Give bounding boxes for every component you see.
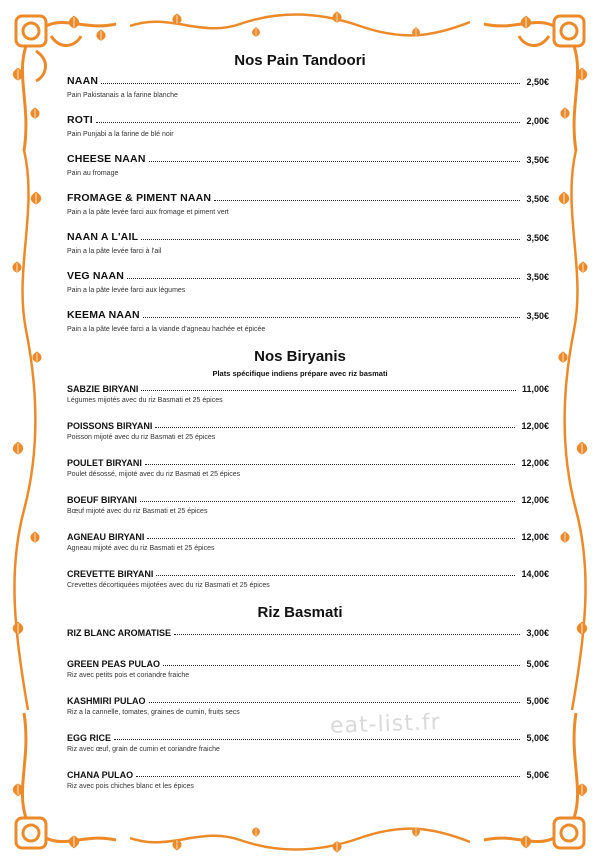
menu-item [67,458,549,478]
dot-leader [141,389,516,391]
menu-item [67,733,549,753]
menu-item [67,231,549,255]
dot-leader [114,738,520,740]
item-description: Pain Pakistanais a la farine blanche [67,92,178,99]
item-name: CHEESE NAAN [67,153,146,165]
watermark: eat-list.fr [329,710,442,739]
item-price: 12,00€ [521,421,549,431]
item-name: NAAN [67,75,99,87]
section-title-riz: Riz Basmati [257,604,343,621]
item-name: KASHMIRI PULAO [67,696,146,706]
item-description: Pain au fromage [67,170,119,177]
dot-leader [214,199,520,201]
item-price: 3,50€ [526,233,549,243]
item-price: 12,00€ [521,495,549,505]
item-name: GREEN PEAS PULAO [67,659,161,669]
item-description: Pain a la pâte levée farci à l'ail [67,248,162,255]
menu-item [67,114,549,138]
item-price: 3,50€ [526,272,549,282]
menu-item [67,192,549,216]
item-name: AGNEAU BIRYANI [67,532,145,542]
section-title-biryanis: Nos Biryanis [254,348,346,365]
item-name: RIZ BLANC AROMATISE [67,628,171,638]
menu-item [67,421,549,441]
item-description: Poisson mijoté avec du riz Basmati et 25 épices [67,434,216,441]
item-description: Pain a la pâte levée farci a la viande d'agneau hachée et épicée [67,326,266,333]
item-description: Agneau mijoté avec du riz Basmati et 25 épices [67,545,215,552]
item-price: 3,50€ [526,311,549,321]
item-name: BOEUF BIRYANI [67,495,137,505]
item-name: ROTI [67,114,93,126]
menu-item [67,153,549,177]
item-price: 5,00€ [526,696,549,706]
item-name: CREVETTE BIRYANI [67,569,154,579]
item-description: Riz a la cannelle, tomates, graines de cumin, fruits secs [67,709,240,716]
item-name: POULET BIRYANI [67,458,142,468]
menu-item [67,569,549,589]
item-price: 12,00€ [521,458,549,468]
menu-item [67,270,549,294]
item-description: Poulet désossé, mijoté avec du riz Basmati et 25 épices [67,471,241,478]
item-name: NAAN A L'AIL [67,231,139,243]
item-price: 3,50€ [526,194,549,204]
dot-leader [163,664,520,666]
section-title-pain: Nos Pain Tandoori [234,52,366,69]
item-description: Pain a la pâte levée farci aux légumes [67,287,186,294]
menu-item [67,770,549,790]
dot-leader [149,701,521,703]
dot-leader [149,160,521,162]
menu-item [67,309,549,333]
dot-leader [143,316,521,318]
left-vine-ornament [10,150,50,710]
item-name: POISSONS BIRYANI [67,421,153,431]
item-description: Pain Punjabi a la farine de blé noir [67,131,174,138]
dot-leader [101,82,520,84]
item-price: 11,00€ [521,384,549,394]
section-subtitle-biryanis: Plats spécifique indiens prépare avec riz basmati [212,369,388,378]
item-price: 5,00€ [526,733,549,743]
item-name: VEG NAAN [67,270,125,282]
item-price: 2,50€ [526,77,549,87]
dot-leader [140,500,516,502]
menu-item [67,696,549,716]
item-price: 12,00€ [521,532,549,542]
item-price: 3,00€ [526,628,549,638]
item-description: Riz avec œuf, grain de cumin et coriandre fraiche [67,746,220,753]
item-description: Légumes mijotés avec du riz Basmati et 25 épices [67,397,223,404]
item-description: Pain a la pâte levée farci aux fromage et piment vert [67,209,229,216]
dot-leader [127,277,520,279]
item-price: 5,00€ [526,770,549,780]
item-description: Riz avec pois chiches blanc et les épices [67,783,194,790]
dot-leader [174,633,520,635]
bottom-vine-ornament [130,820,470,856]
dot-leader [155,426,515,428]
item-price: 3,50€ [526,155,549,165]
menu-item [67,532,549,552]
top-vine-ornament [130,8,470,44]
item-name: FROMAGE & PIMENT NAAN [67,192,212,204]
item-name: EGG RICE [67,733,112,743]
item-name: KEEMA NAAN [67,309,140,321]
menu-item [67,75,549,99]
dot-leader [141,238,520,240]
dot-leader [147,537,515,539]
menu-item [67,384,549,404]
menu-item [67,495,549,515]
menu-item [67,628,549,638]
dot-leader [156,574,515,576]
right-vine-ornament [550,150,590,710]
item-description: Riz avec petits pois et coriandre fraiche [67,672,190,679]
item-price: 5,00€ [526,659,549,669]
dot-leader [136,775,520,777]
menu-item [67,659,549,679]
item-price: 14,00€ [521,569,549,579]
item-description: Crevettes décortiquées mijotées avec du riz Basmati et 25 épices [67,582,270,589]
item-price: 2,00€ [526,116,549,126]
dot-leader [96,121,521,123]
dot-leader [145,463,516,465]
item-name: SABZIE BIRYANI [67,384,139,394]
item-name: CHANA PULAO [67,770,134,780]
item-description: Bœuf mijoté avec du riz Basmati et 25 épices [67,508,208,515]
